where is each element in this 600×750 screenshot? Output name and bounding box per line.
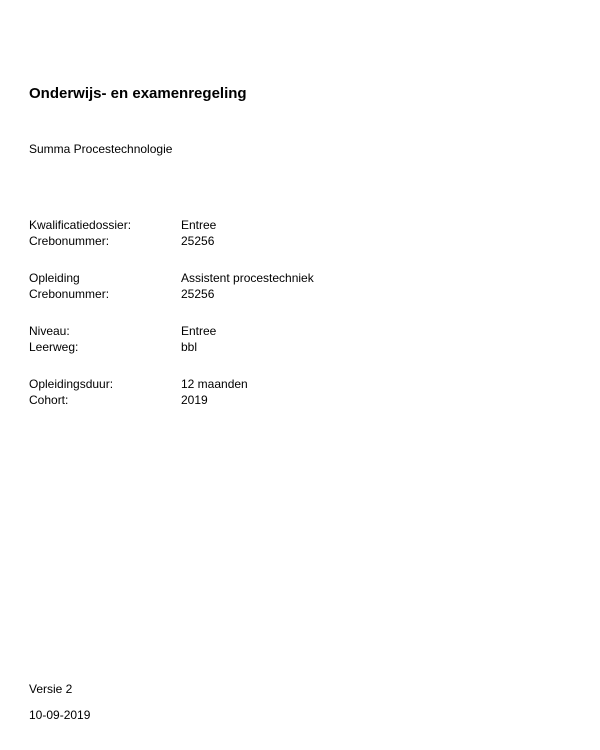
- info-label: Opleiding: [29, 271, 80, 285]
- info-label: Cohort:: [29, 393, 69, 407]
- info-row: [29, 217, 449, 233]
- info-row: [29, 392, 449, 408]
- info-group-program: [29, 270, 449, 302]
- info-label: Leerweg:: [29, 340, 79, 354]
- info-value: 12 maanden: [181, 377, 248, 391]
- info-value: Entree: [181, 218, 217, 232]
- info-row: [29, 323, 449, 339]
- info-value: 25256: [181, 234, 215, 248]
- document-version: Versie 2: [29, 682, 73, 696]
- document-date: 10-09-2019: [29, 708, 91, 722]
- info-label: Crebonummer:: [29, 287, 110, 301]
- info-row: [29, 376, 449, 392]
- info-value: 2019: [181, 393, 208, 407]
- info-label: Kwalificatiedossier:: [29, 218, 132, 232]
- info-label: Opleidingsduur:: [29, 377, 114, 391]
- info-row: [29, 339, 449, 355]
- info-value: 25256: [181, 287, 215, 301]
- info-label: Niveau:: [29, 324, 70, 338]
- info-group-level: [29, 323, 449, 355]
- info-label: Crebonummer:: [29, 234, 110, 248]
- info-table: [29, 217, 449, 408]
- document-subtitle: Summa Procestechnologie: [29, 142, 173, 156]
- info-group-qualification: [29, 217, 449, 249]
- info-row: [29, 270, 449, 286]
- info-value: Assistent procestechniek: [181, 271, 314, 285]
- info-row: [29, 233, 449, 249]
- info-group-duration: [29, 376, 449, 408]
- info-value: Entree: [181, 324, 217, 338]
- info-value: bbl: [181, 340, 198, 354]
- info-row: [29, 286, 449, 302]
- document-title: Onderwijs- en examenregeling: [29, 85, 247, 102]
